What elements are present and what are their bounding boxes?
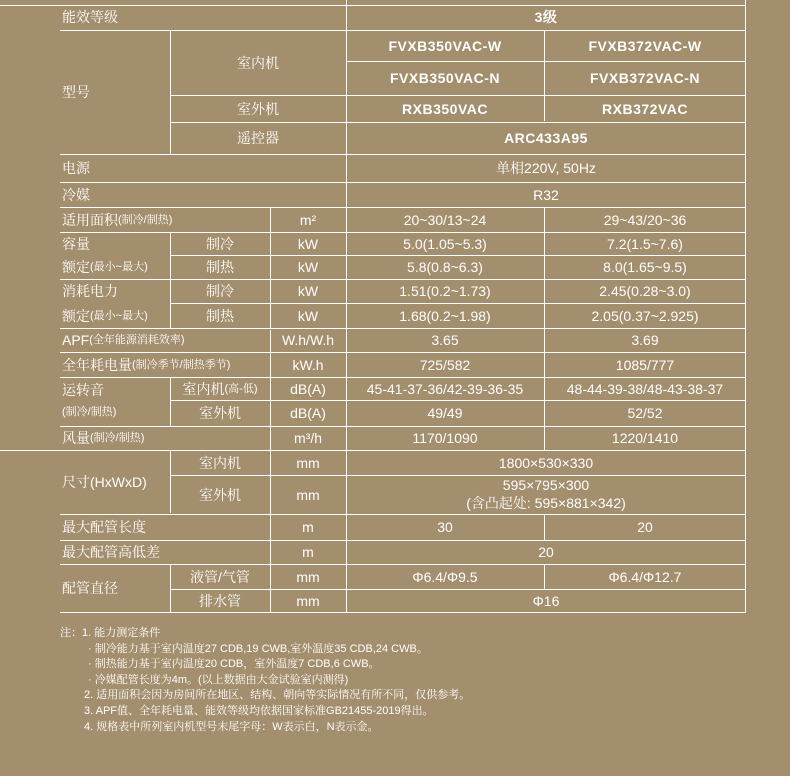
- label-capacity-rated: 额定 (最小~最大): [62, 259, 148, 276]
- model-indoor-a-w: FVXB350VAC-W: [388, 37, 502, 54]
- value-annual-b: 1085/777: [615, 356, 675, 373]
- label-liquid-gas: 液管/气管: [190, 568, 250, 585]
- unit-db: dB(A): [290, 380, 326, 397]
- value-noise-in-b: 48-44-39-38/48-43-38-37: [566, 380, 724, 397]
- label-pipe-length: 最大配管长度: [62, 519, 146, 536]
- unit-m: m: [302, 544, 314, 561]
- value-efficiency: 3级: [534, 9, 558, 26]
- value-cap-cool-a: 5.0(1.05~5.3): [403, 235, 487, 252]
- value-apf-a: 3.65: [431, 332, 459, 349]
- label-efficiency: 能效等级: [62, 9, 118, 26]
- value-pipe-length-a: 30: [437, 519, 453, 536]
- value-drain: Φ16: [532, 592, 560, 609]
- note-line: 2. 适用面积会因为房间所在地区、结构、朝向等实际情况有所不同，仅供参考。: [84, 689, 471, 702]
- label-size-outdoor: 室外机: [199, 486, 241, 503]
- unit-mm: mm: [296, 454, 320, 471]
- label-drain: 排水管: [199, 592, 241, 609]
- value-pow-heat-a: 1.68(0.2~1.98): [399, 307, 491, 324]
- value-air-b: 1220/1410: [611, 430, 679, 447]
- unit-mm: mm: [296, 592, 320, 609]
- grid-line: [60, 612, 746, 613]
- model-outdoor-b: RXB372VAC: [602, 100, 688, 117]
- value-air-a: 1170/1090: [412, 430, 478, 447]
- unit-kw: kW: [297, 307, 319, 324]
- label-area: 适用面积 (制冷/制热): [62, 211, 173, 228]
- label-cool: 制冷: [206, 283, 234, 300]
- value-diameter-b: Φ6.4/Φ12.7: [608, 568, 682, 585]
- unit-mm: mm: [296, 486, 320, 503]
- label-noise-outdoor: 室外机: [199, 405, 241, 422]
- value-cap-cool-b: 7.2(1.5~7.6): [607, 235, 683, 252]
- unit-annual: kW.h: [292, 356, 324, 373]
- note-line: · 冷媒配管长度为4m。(以上数据由大金试验室内测得): [88, 673, 349, 686]
- unit-db: dB(A): [290, 405, 326, 422]
- value-area-b: 29~43/20~36: [603, 211, 687, 228]
- value-annual-a: 725/582: [419, 356, 471, 373]
- label-refrigerant: 冷媒: [62, 186, 90, 203]
- value-cap-heat-a: 5.8(0.8~6.3): [407, 259, 483, 276]
- label-apf: APF (全年能源消耗效率): [62, 332, 185, 349]
- label-heat: 制热: [206, 307, 234, 324]
- label-capacity: 容量: [62, 236, 90, 253]
- label-power-rated: 额定 (最小~最大): [62, 307, 148, 324]
- value-pow-heat-b: 2.05(0.37~2.925): [591, 307, 699, 324]
- model-indoor-b-w: FVXB372VAC-W: [588, 37, 702, 54]
- unit-kw: kW: [297, 235, 319, 252]
- label-noise-sub: (制冷/制热): [62, 405, 117, 418]
- value-noise-out-b: 52/52: [627, 405, 663, 422]
- label-noise: 运转音: [62, 381, 104, 398]
- unit-area: m²: [299, 211, 317, 228]
- value-cap-heat-b: 8.0(1.65~9.5): [603, 259, 687, 276]
- value-area-a: 20~30/13~24: [403, 211, 487, 228]
- label-noise-indoor: 室内机 (高-低): [182, 380, 258, 397]
- model-indoor-a-n: FVXB350VAC-N: [390, 70, 500, 87]
- unit-apf: W.h/W.h: [281, 332, 335, 349]
- model-outdoor-a: RXB350VAC: [402, 100, 488, 117]
- model-indoor-b-n: FVXB372VAC-N: [590, 70, 700, 87]
- label-indoor: 室内机: [237, 54, 279, 71]
- unit-mm: mm: [296, 568, 320, 585]
- value-diameter-a: Φ6.4/Φ9.5: [412, 568, 478, 585]
- note-line: 4. 规格表中所列室内机型号末尾字母：W表示白，N表示金。: [84, 720, 379, 733]
- label-pipe-diameter: 配管直径: [62, 580, 118, 597]
- label-pipe-height: 最大配管高低差: [62, 544, 160, 561]
- note-line: 3. APF值、全年耗电量、能效等级均依据国家标准GB21455-2019得出。: [84, 704, 434, 717]
- note-line: 注：1. 能力测定条件: [60, 627, 161, 639]
- label-heat: 制热: [206, 259, 234, 276]
- label-cool: 制冷: [206, 235, 234, 252]
- label-power-consumption: 消耗电力: [62, 283, 118, 300]
- label-remote: 遥控器: [237, 130, 279, 147]
- value-size-outdoor: 595×795×300: [502, 476, 590, 493]
- footnotes: [60, 626, 470, 735]
- unit-kw: kW: [297, 283, 319, 300]
- unit-kw: kW: [297, 259, 319, 276]
- label-power-supply: 电源: [62, 160, 90, 177]
- value-pipe-height: 20: [538, 544, 554, 561]
- value-pipe-length-b: 20: [637, 519, 653, 536]
- label-model: 型号: [62, 84, 90, 101]
- value-remote: ARC433A95: [504, 130, 588, 147]
- value-size-outdoor-extra: (含凸起处: 595×881×342): [466, 494, 626, 511]
- unit-m: m: [302, 519, 314, 536]
- value-noise-in-a: 45-41-37-36/42-39-36-35: [366, 380, 524, 397]
- value-pow-cool-b: 2.45(0.28~3.0): [599, 283, 691, 300]
- note-line: · 制冷能力基于室内温度27 CDB,19 CWB,室外温度35 CDB,24 CWB。: [88, 642, 428, 655]
- unit-airflow: m³/h: [294, 430, 322, 447]
- value-noise-out-a: 49/49: [427, 405, 463, 422]
- label-size-indoor: 室内机: [199, 454, 241, 471]
- value-power-supply: 单相220V, 50Hz: [496, 160, 596, 177]
- value-refrigerant: R32: [533, 186, 559, 203]
- label-airflow: 风量 (制冷/制热): [62, 430, 145, 447]
- note-line: · 制热能力基于室内温度20 CDB，室外温度7 CDB,6 CWB。: [88, 658, 380, 671]
- value-pow-cool-a: 1.51(0.2~1.73): [399, 283, 491, 300]
- value-apf-b: 3.69: [631, 332, 659, 349]
- value-size-indoor: 1800×530×330: [498, 454, 594, 471]
- label-annual: 全年耗电量 (制冷季节/制热季节): [62, 356, 231, 373]
- label-outdoor: 室外机: [237, 100, 279, 117]
- label-size: 尺寸(HxWxD): [62, 474, 147, 491]
